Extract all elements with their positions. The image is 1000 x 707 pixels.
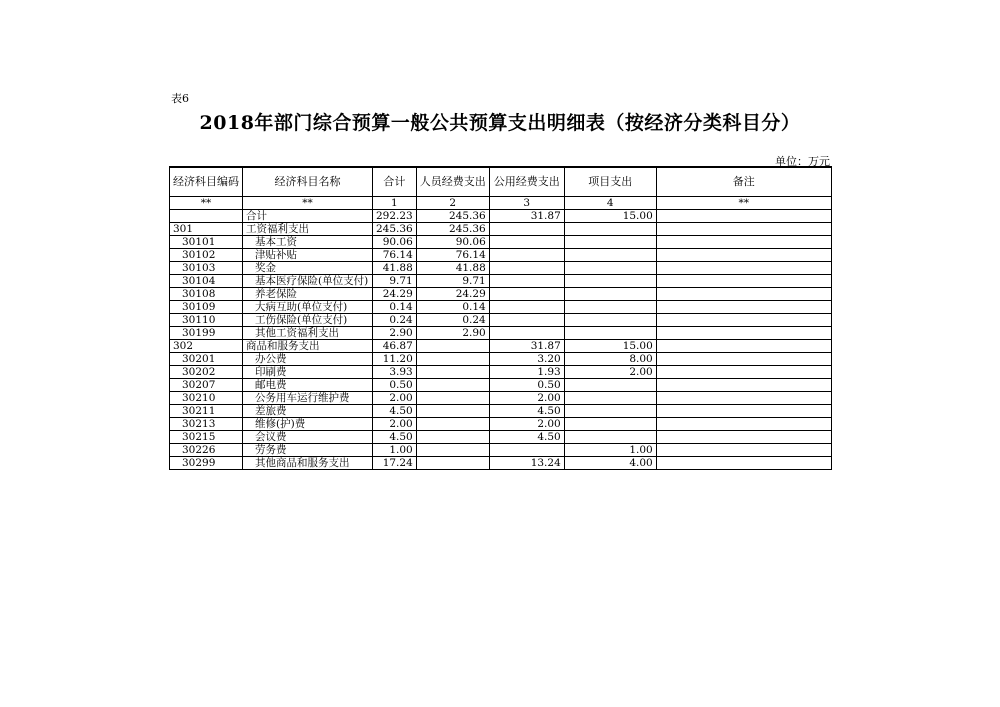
note-cell <box>656 314 831 327</box>
project-cell <box>564 275 656 288</box>
table-row <box>170 366 832 379</box>
name-cell: 其他商品和服务支出 <box>243 457 373 470</box>
code-cell: 30104 <box>170 275 243 288</box>
name-cell: 基本医疗保险(单位支付) <box>243 275 373 288</box>
project-cell <box>564 301 656 314</box>
total-cell: 0.14 <box>373 301 417 314</box>
personnel-cell: 41.88 <box>416 262 489 275</box>
table-row <box>170 340 832 353</box>
project-cell <box>564 262 656 275</box>
name-cell: 养老保险 <box>243 288 373 301</box>
name-cell: 基本工资 <box>243 236 373 249</box>
total-cell: 2.90 <box>373 327 417 340</box>
personnel-cell <box>416 340 489 353</box>
code-cell: 30210 <box>170 392 243 405</box>
project-cell: 15.00 <box>564 340 656 353</box>
index-cell: ** <box>243 197 373 210</box>
total-cell: 41.88 <box>373 262 417 275</box>
total-cell: 245.36 <box>373 223 417 236</box>
name-cell: 合计 <box>243 210 373 223</box>
total-cell: 292.23 <box>373 210 417 223</box>
project-cell <box>564 392 656 405</box>
table-row <box>170 249 832 262</box>
table-row <box>170 223 832 236</box>
name-cell: 工资福利支出 <box>243 223 373 236</box>
name-cell: 商品和服务支出 <box>243 340 373 353</box>
project-cell: 8.00 <box>564 353 656 366</box>
note-cell <box>656 340 831 353</box>
name-cell: 劳务费 <box>243 444 373 457</box>
table-number-label: 表6 <box>171 92 189 105</box>
project-cell: 15.00 <box>564 210 656 223</box>
personnel-cell: 245.36 <box>416 210 489 223</box>
column-header-personnel: 人员经费支出 <box>416 167 489 197</box>
index-cell: 3 <box>489 197 564 210</box>
note-cell <box>656 366 831 379</box>
public-cell <box>489 249 564 262</box>
index-cell: 1 <box>373 197 417 210</box>
code-cell: 30108 <box>170 288 243 301</box>
public-cell: 31.87 <box>489 340 564 353</box>
personnel-cell: 24.29 <box>416 288 489 301</box>
note-cell <box>656 405 831 418</box>
project-cell <box>564 314 656 327</box>
note-cell <box>656 262 831 275</box>
table-row <box>170 379 832 392</box>
column-header-project: 项目支出 <box>564 167 656 197</box>
name-cell: 差旅费 <box>243 405 373 418</box>
name-cell: 会议费 <box>243 431 373 444</box>
code-cell: 30110 <box>170 314 243 327</box>
note-cell <box>656 327 831 340</box>
note-cell <box>656 288 831 301</box>
public-cell: 4.50 <box>489 405 564 418</box>
name-cell: 工伤保险(单位支付) <box>243 314 373 327</box>
page-title: 2018年部门综合预算一般公共预算支出明细表（按经济分类科目分） <box>199 112 801 134</box>
public-cell <box>489 262 564 275</box>
index-cell: 4 <box>564 197 656 210</box>
personnel-cell: 245.36 <box>416 223 489 236</box>
table-header-row <box>170 167 832 197</box>
note-cell <box>656 444 831 457</box>
unit-label: 单位：万元 <box>775 155 830 168</box>
public-cell: 4.50 <box>489 431 564 444</box>
total-cell: 46.87 <box>373 340 417 353</box>
project-cell <box>564 288 656 301</box>
personnel-cell <box>416 418 489 431</box>
project-cell <box>564 405 656 418</box>
table-row <box>170 314 832 327</box>
code-cell: 30299 <box>170 457 243 470</box>
personnel-cell: 0.14 <box>416 301 489 314</box>
name-cell: 印刷费 <box>243 366 373 379</box>
name-cell: 维修(护)费 <box>243 418 373 431</box>
personnel-cell <box>416 353 489 366</box>
name-cell: 邮电费 <box>243 379 373 392</box>
project-cell: 2.00 <box>564 366 656 379</box>
total-cell: 11.20 <box>373 353 417 366</box>
table-row <box>170 262 832 275</box>
total-cell: 17.24 <box>373 457 417 470</box>
personnel-cell <box>416 392 489 405</box>
name-cell: 奖金 <box>243 262 373 275</box>
code-cell: 30102 <box>170 249 243 262</box>
column-header-total: 合计 <box>373 167 417 197</box>
project-cell <box>564 431 656 444</box>
total-cell: 0.24 <box>373 314 417 327</box>
personnel-cell: 90.06 <box>416 236 489 249</box>
total-cell: 3.93 <box>373 366 417 379</box>
project-cell: 1.00 <box>564 444 656 457</box>
code-cell: 30199 <box>170 327 243 340</box>
table-row <box>170 405 832 418</box>
public-cell <box>489 444 564 457</box>
table-row <box>170 210 832 223</box>
total-cell: 24.29 <box>373 288 417 301</box>
total-cell: 4.50 <box>373 431 417 444</box>
total-cell: 1.00 <box>373 444 417 457</box>
name-cell: 公务用车运行维护费 <box>243 392 373 405</box>
code-cell: 30211 <box>170 405 243 418</box>
personnel-cell <box>416 379 489 392</box>
table-row <box>170 353 832 366</box>
table-row <box>170 288 832 301</box>
code-cell: 30226 <box>170 444 243 457</box>
public-cell: 13.24 <box>489 457 564 470</box>
note-cell <box>656 431 831 444</box>
project-cell <box>564 327 656 340</box>
table-row <box>170 418 832 431</box>
personnel-cell <box>416 366 489 379</box>
total-cell: 0.50 <box>373 379 417 392</box>
public-cell: 3.20 <box>489 353 564 366</box>
public-cell: 1.93 <box>489 366 564 379</box>
public-cell: 0.50 <box>489 379 564 392</box>
column-header-note: 备注 <box>656 167 831 197</box>
name-cell: 办公费 <box>243 353 373 366</box>
public-cell <box>489 236 564 249</box>
index-cell: 2 <box>416 197 489 210</box>
code-cell: 30215 <box>170 431 243 444</box>
personnel-cell <box>416 457 489 470</box>
index-cell: ** <box>656 197 831 210</box>
note-cell <box>656 275 831 288</box>
public-cell <box>489 288 564 301</box>
note-cell <box>656 392 831 405</box>
code-cell: 30202 <box>170 366 243 379</box>
public-cell <box>489 223 564 236</box>
note-cell <box>656 249 831 262</box>
code-cell: 30213 <box>170 418 243 431</box>
note-cell <box>656 223 831 236</box>
table-row <box>170 275 832 288</box>
column-header-name: 经济科目名称 <box>243 167 373 197</box>
personnel-cell <box>416 405 489 418</box>
code-cell: 30109 <box>170 301 243 314</box>
total-cell: 2.00 <box>373 418 417 431</box>
index-cell: ** <box>170 197 243 210</box>
code-cell <box>170 210 243 223</box>
table-row <box>170 457 832 470</box>
total-cell: 9.71 <box>373 275 417 288</box>
code-cell: 30201 <box>170 353 243 366</box>
code-cell: 30207 <box>170 379 243 392</box>
code-cell: 30101 <box>170 236 243 249</box>
public-cell <box>489 301 564 314</box>
project-cell <box>564 379 656 392</box>
table-row <box>170 392 832 405</box>
code-cell: 301 <box>170 223 243 236</box>
total-cell: 4.50 <box>373 405 417 418</box>
public-cell: 2.00 <box>489 392 564 405</box>
code-cell: 30103 <box>170 262 243 275</box>
note-cell <box>656 418 831 431</box>
column-header-public: 公用经费支出 <box>489 167 564 197</box>
code-cell: 302 <box>170 340 243 353</box>
project-cell <box>564 249 656 262</box>
total-cell: 2.00 <box>373 392 417 405</box>
note-cell <box>656 210 831 223</box>
public-cell <box>489 275 564 288</box>
table-row <box>170 236 832 249</box>
table-row <box>170 444 832 457</box>
personnel-cell: 76.14 <box>416 249 489 262</box>
note-cell <box>656 379 831 392</box>
project-cell <box>564 236 656 249</box>
public-cell: 31.87 <box>489 210 564 223</box>
total-cell: 90.06 <box>373 236 417 249</box>
table-row <box>170 301 832 314</box>
personnel-cell: 2.90 <box>416 327 489 340</box>
project-cell: 4.00 <box>564 457 656 470</box>
index-row <box>170 197 832 210</box>
personnel-cell: 9.71 <box>416 275 489 288</box>
project-cell <box>564 418 656 431</box>
note-cell <box>656 236 831 249</box>
name-cell: 其他工资福利支出 <box>243 327 373 340</box>
total-cell: 76.14 <box>373 249 417 262</box>
public-cell <box>489 314 564 327</box>
personnel-cell <box>416 444 489 457</box>
note-cell <box>656 353 831 366</box>
name-cell: 大病互助(单位支付) <box>243 301 373 314</box>
column-header-code: 经济科目编码 <box>170 167 243 197</box>
project-cell <box>564 223 656 236</box>
note-cell <box>656 301 831 314</box>
public-cell <box>489 327 564 340</box>
personnel-cell <box>416 431 489 444</box>
name-cell: 津贴补贴 <box>243 249 373 262</box>
personnel-cell: 0.24 <box>416 314 489 327</box>
note-cell <box>656 457 831 470</box>
table-row <box>170 327 832 340</box>
table-row <box>170 431 832 444</box>
public-cell: 2.00 <box>489 418 564 431</box>
expenditure-table <box>169 166 832 470</box>
